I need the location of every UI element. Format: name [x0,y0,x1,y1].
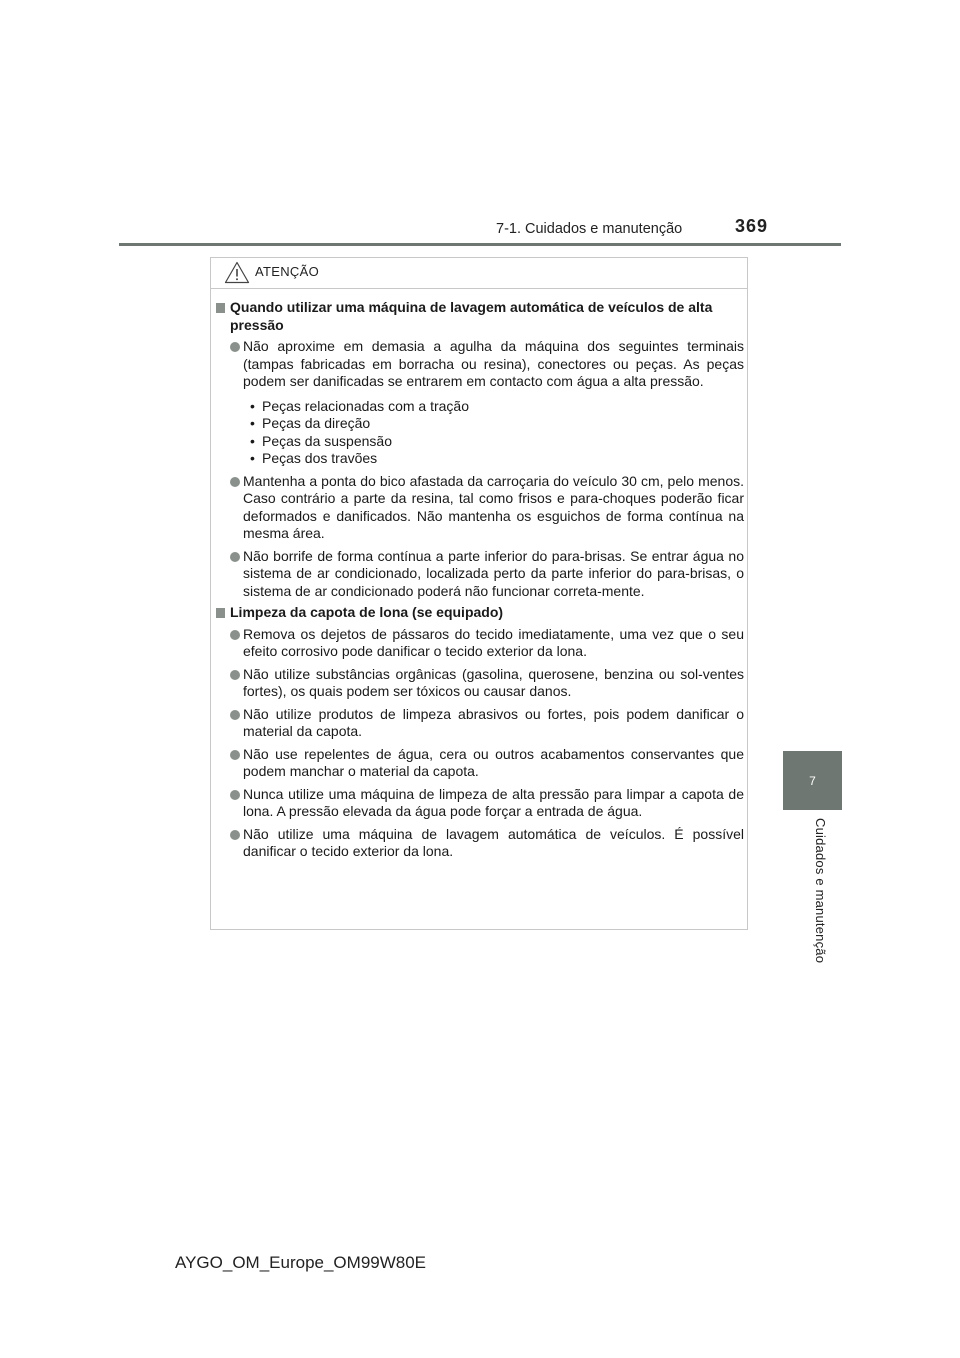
parts-sublist [216,398,744,468]
warning-header [211,258,747,289]
list-item: Mantenha a ponta do bico afastada da carroçaria do veículo 30 cm, pelo menos. Caso contrário a parte da resina, tal como frisos e para-choques poderão ficar deformados e danificados. Não mantenha os esguichos de forma contínua na mesma área. [216,473,744,543]
warning-title: ATENÇÃO [255,264,319,279]
sublist-item: • Peças relacionadas com a tração [250,398,744,416]
header-rule [119,243,841,246]
section-title: 7-1. Cuidados e manutenção [496,221,683,237]
section-heading-high-pressure: Quando utilizar uma máquina de lavagem automática de veículos de alta pressão [216,299,744,334]
list-item: Nunca utilize uma máquina de limpeza de alta pressão para limpar a capota de lona. A pressão elevada da água pode forçar a entrada de água. [216,786,744,821]
round-bullet-icon [230,710,240,720]
round-bullet-icon [230,790,240,800]
round-bullet-icon [230,750,240,760]
document-code: AYGO_OM_Europe_OM99W80E [175,1253,427,1272]
square-bullet-icon [216,303,225,313]
round-bullet-icon [230,670,240,680]
round-bullet-icon [230,830,240,840]
list-item: Remova os dejetos de pássaros do tecido imediatamente, uma vez que o seu efeito corrosivo pode danificar o tecido exterior da lona. [216,626,744,661]
round-bullet-icon [230,477,240,487]
warning-triangle-icon [224,261,250,284]
list-item: Não use repelentes de água, cera ou outros acabamentos conservantes que podem manchar o material da capota. [216,746,744,781]
list-item: Não utilize produtos de limpeza abrasivos ou fortes, pois podem danificar o material da capota. [216,706,744,741]
sublist-item: • Peças da direção [250,415,744,433]
list-item: Não utilize substâncias orgânicas (gasolina, querosene, benzina ou sol-ventes fortes), os quais podem ser tóxicos ou causar danos. [216,666,744,701]
chapter-number: 7 [809,773,816,788]
list-item: Não utilize uma máquina de lavagem automática de veículos. É possível danificar o tecido exterior da lona. [216,826,744,861]
sublist-item: • Peças dos travões [250,450,744,468]
square-bullet-icon [216,608,225,618]
page-number: 369 [735,216,769,236]
chapter-title-vertical: Cuidados e manutenção [813,818,828,964]
warning-box [210,257,748,930]
list-item: Não aproxime em demasia a agulha da máquina dos seguintes terminais (tampas fabricadas em borracha ou resina), conectores ou peças. As peças podem ser danificadas se entrarem em contacto com água a alta pressão. • Peças relacionadas com a tração • Peças da direção • Peças da suspensão • Peças dos travões [216,338,744,468]
warning-content [216,299,744,866]
list-item: Não borrife de forma contínua a parte inferior do para-brisas. Se entrar água no sistema de ar condicionado, localizada perto da parte inferior do para-brisas, o sistema de ar condicionado poderá não funcionar correta-mente. [216,548,744,601]
section-heading-soft-top: Limpeza da capota de lona (se equipado) [216,604,744,622]
round-bullet-icon [230,552,240,562]
round-bullet-icon [230,342,240,352]
round-bullet-icon [230,630,240,640]
chapter-tab [783,751,842,810]
sublist-item: • Peças da suspensão [250,433,744,451]
